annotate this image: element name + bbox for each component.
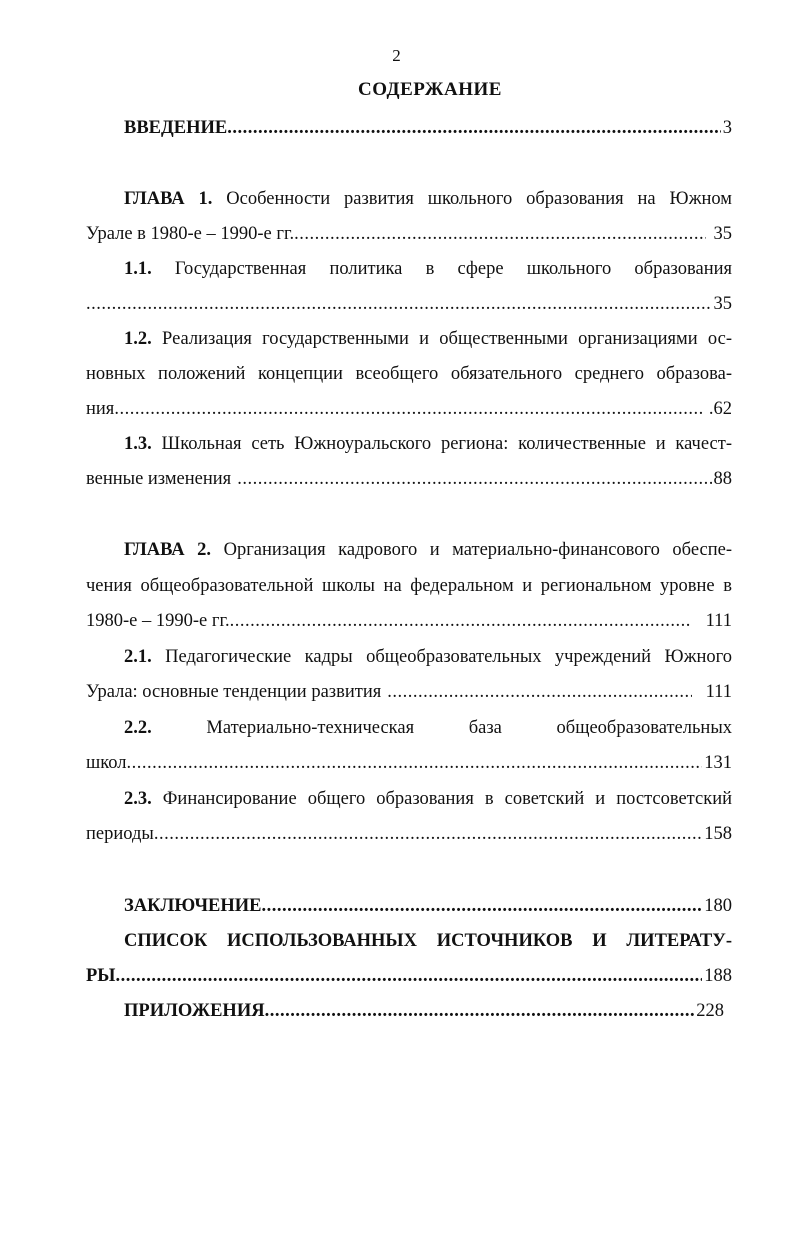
toc-sources-line1[interactable]	[124, 929, 732, 953]
chapter2-page: 111	[705, 611, 732, 631]
section-1-3-number: 1.3.	[124, 434, 152, 454]
toc-intro[interactable]	[124, 116, 732, 140]
leader-dots	[86, 292, 712, 316]
chapter2-title-part2: чения общеобразовательной школы на федеральном и региональном уровне в	[86, 576, 732, 596]
toc-chapter1-line1[interactable]	[124, 187, 732, 211]
leader-dots	[265, 999, 695, 1023]
toc-sources-page: 188	[704, 966, 732, 986]
section-2-2-number: 2.2.	[124, 718, 152, 738]
chapter1-title-part2: Урале в 1980-е – 1990-е гг.	[86, 224, 295, 244]
page-title: СОДЕРЖАНИЕ	[358, 79, 502, 100]
toc-appendix-page: 228	[696, 1001, 724, 1021]
section-1-2-number: 1.2.	[124, 329, 152, 349]
section-1-2-title-part1: Реализация государственными и общественными организациями ос-	[162, 329, 732, 349]
section-1-3-page: 88	[713, 469, 732, 489]
toc-section-1-3-line1[interactable]	[124, 432, 732, 456]
section-1-2-title-part2: новных положений концепции всеобщего обязательного среднего образова-	[86, 364, 732, 384]
section-2-2-title-word1: Материально-техническая	[206, 718, 415, 738]
chapter2-title-part3: 1980-е – 1990-е гг.	[86, 611, 230, 631]
section-2-3-page: 158	[704, 824, 732, 844]
leader-dots	[262, 894, 703, 918]
toc-section-2-3-line2[interactable]	[86, 822, 732, 846]
leader-dots	[115, 964, 702, 988]
toc-intro-label: ВВЕДЕНИЕ	[124, 118, 228, 138]
leader-dots	[294, 222, 705, 246]
toc-sources-label-part2: РЫ	[86, 966, 116, 986]
toc-section-1-2-line1[interactable]	[124, 327, 732, 351]
chapter1-label: ГЛАВА 1.	[124, 189, 213, 209]
section-2-1-number: 2.1.	[124, 647, 152, 667]
section-2-2-page: 131	[704, 753, 732, 773]
leader-dots	[154, 822, 702, 846]
toc-chapter2-line2[interactable]	[86, 574, 732, 598]
section-1-1-title: Государственная политика в сфере школьного образования	[174, 259, 732, 279]
chapter1-title-part1: Особенности развития школьного образования на Южном	[226, 189, 732, 209]
toc-section-1-1-leader[interactable]	[86, 292, 732, 316]
toc-section-2-2-line1[interactable]	[124, 716, 732, 740]
section-2-1-title-part2: Урала: основные тенденции развития	[86, 682, 382, 702]
toc-section-2-2-line2[interactable]	[86, 751, 732, 775]
toc-section-1-1[interactable]	[124, 257, 732, 281]
toc-section-1-3-line2[interactable]	[86, 467, 732, 491]
section-1-3-title-part2: венные изменения	[86, 469, 232, 489]
section-2-1-page: 111	[705, 682, 732, 702]
toc-sources-line2[interactable]	[86, 964, 732, 988]
section-1-1-number: 1.1.	[124, 259, 152, 279]
section-2-2-title-word2: база	[468, 718, 502, 738]
toc-chapter2-line3[interactable]	[86, 609, 732, 633]
toc-intro-page: 3	[722, 118, 732, 138]
toc-sources-label-part1: СПИСОК ИСПОЛЬЗОВАННЫХ ИСТОЧНИКОВ И ЛИТЕРАТУ-	[124, 931, 732, 951]
leader-dots	[237, 467, 711, 491]
leader-dots	[127, 751, 703, 775]
toc-conclusion-page: 180	[704, 896, 732, 916]
toc-appendix-label: ПРИЛОЖЕНИЯ	[124, 1001, 265, 1021]
section-2-2-title-part2: школ	[86, 753, 127, 773]
section-1-2-page: .62	[708, 399, 732, 419]
chapter2-title-part1: Организация кадрового и материально-финансового обеспе-	[223, 540, 732, 560]
toc-section-2-3-line1[interactable]	[124, 787, 732, 811]
chapter1-page: 35	[713, 224, 732, 244]
section-2-1-title-part1: Педагогические кадры общеобразовательных учреждений Южного	[165, 647, 732, 667]
chapter2-label: ГЛАВА 2.	[124, 540, 212, 560]
section-1-3-title-part1: Школьная сеть Южноуральского региона: количественные и качест-	[161, 434, 732, 454]
toc-section-2-1-line2[interactable]	[86, 680, 732, 704]
section-2-3-title-part1: Финансирование общего образования в советский и постсоветский	[162, 789, 732, 809]
section-2-2-title-word3: общеобразовательных	[556, 718, 732, 738]
toc-conclusion[interactable]	[124, 894, 732, 918]
section-1-2-title-part3: ния	[86, 399, 115, 419]
toc-section-1-2-line2[interactable]	[86, 362, 732, 386]
toc-conclusion-label: ЗАКЛЮЧЕНИЕ	[124, 896, 262, 916]
toc-section-1-2-line3[interactable]	[86, 397, 732, 421]
page-number: 2	[392, 46, 401, 65]
leader-dots	[230, 609, 692, 633]
leader-dots	[114, 397, 705, 421]
toc-appendix[interactable]	[124, 999, 724, 1023]
section-2-3-title-part2: периоды	[86, 824, 154, 844]
section-2-3-number: 2.3.	[124, 789, 152, 809]
leader-dots	[227, 116, 721, 140]
toc-chapter2-line1[interactable]	[124, 538, 732, 562]
toc-section-2-1-line1[interactable]	[124, 645, 732, 669]
toc-chapter1-line2[interactable]	[86, 222, 732, 246]
section-1-1-page: 35	[713, 294, 732, 314]
leader-dots	[387, 680, 691, 704]
